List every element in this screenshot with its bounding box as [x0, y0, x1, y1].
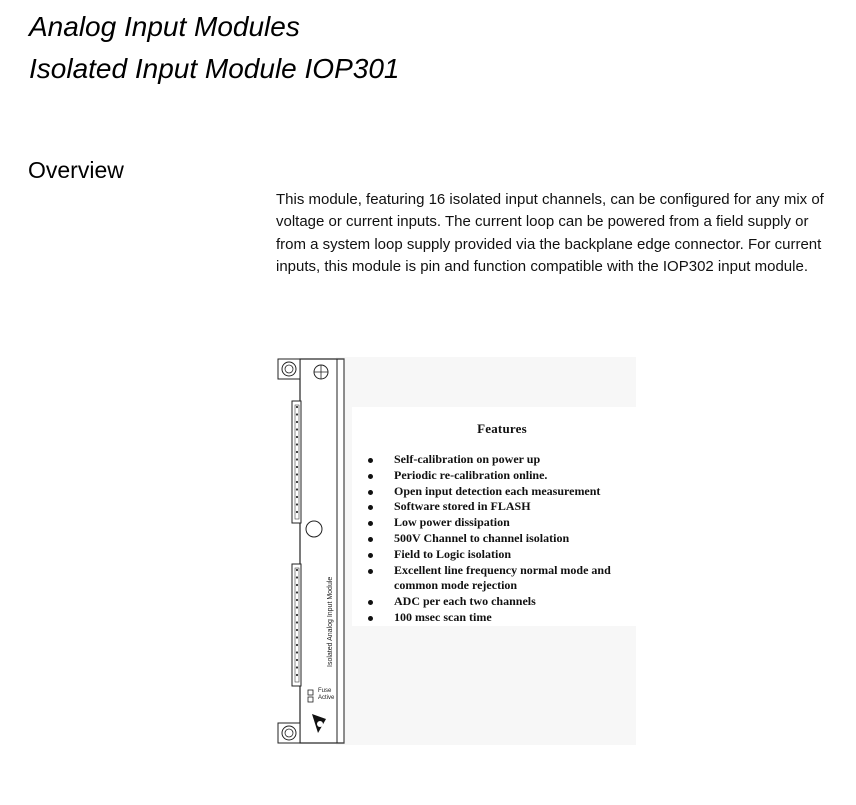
- list-item: 100 msec scan time: [368, 610, 642, 626]
- connector-pin: [296, 614, 298, 616]
- connector-pin: [296, 443, 298, 445]
- list-item: ADC per each two channels: [368, 594, 642, 610]
- connector-pin: [296, 466, 298, 468]
- connector-pin: [296, 458, 298, 460]
- module-figure: [276, 357, 636, 745]
- connector-pin: [296, 473, 298, 475]
- connector-pin: [296, 413, 298, 415]
- connector-pin: [296, 599, 298, 601]
- list-item: Software stored in FLASH: [368, 499, 642, 515]
- list-item: Self-calibration on power up: [368, 452, 642, 468]
- connector-pin: [296, 621, 298, 623]
- connector-pin: [296, 503, 298, 505]
- connector-pin: [296, 481, 298, 483]
- connector-pin: [296, 591, 298, 593]
- connector-pin: [296, 644, 298, 646]
- overview-paragraph: This module, featuring 16 isolated input channels, can be configured for any mix of voltage or current inputs. The current loop can be powered from a field supply or from a system loop supply provided via the backplane edge connector. For current inputs, this module is pin and function compatible with the IOP302 input module.: [276, 191, 824, 276]
- overview-heading: Overview: [28, 157, 124, 183]
- connector-pin: [296, 436, 298, 438]
- connector-pin: [296, 666, 298, 668]
- page-title-line-2: Isolated Input Module IOP301: [29, 53, 400, 84]
- features-heading: Features: [477, 421, 527, 436]
- connector-pin: [296, 496, 298, 498]
- list-item: Periodic re-calibration online.: [368, 468, 642, 484]
- connector-pin: [296, 584, 298, 586]
- list-item: Low power dissipation: [368, 515, 642, 531]
- connector-pin: [296, 606, 298, 608]
- connector-pin: [296, 629, 298, 631]
- connector-pin: [296, 636, 298, 638]
- features-box: [352, 407, 642, 626]
- list-item: 500V Channel to channel isolation: [368, 531, 642, 547]
- connector-pin: [296, 451, 298, 453]
- connector-pin: [296, 651, 298, 653]
- connector-pin: [296, 406, 298, 408]
- list-item: Excellent line frequency normal mode and common mode rejection: [368, 563, 642, 595]
- features-list: [352, 452, 642, 626]
- connector-pin: [296, 488, 298, 490]
- list-item: Open input detection each measurement: [368, 484, 642, 500]
- connector-pin: [296, 511, 298, 513]
- board-side-label: Isolated Analog Input Module: [327, 576, 334, 667]
- connector-pin: [296, 428, 298, 430]
- connector-pin: [296, 569, 298, 571]
- connector-pin: [296, 576, 298, 578]
- connector-pin: [296, 421, 298, 423]
- connector-pin: [296, 674, 298, 676]
- fuse-led-label: Fuse: [318, 688, 332, 694]
- list-item: Field to Logic isolation: [368, 547, 642, 563]
- connector-pin: [296, 659, 298, 661]
- page-title-line-1: Analog Input Modules: [29, 11, 300, 42]
- active-led-label: Active: [318, 695, 335, 701]
